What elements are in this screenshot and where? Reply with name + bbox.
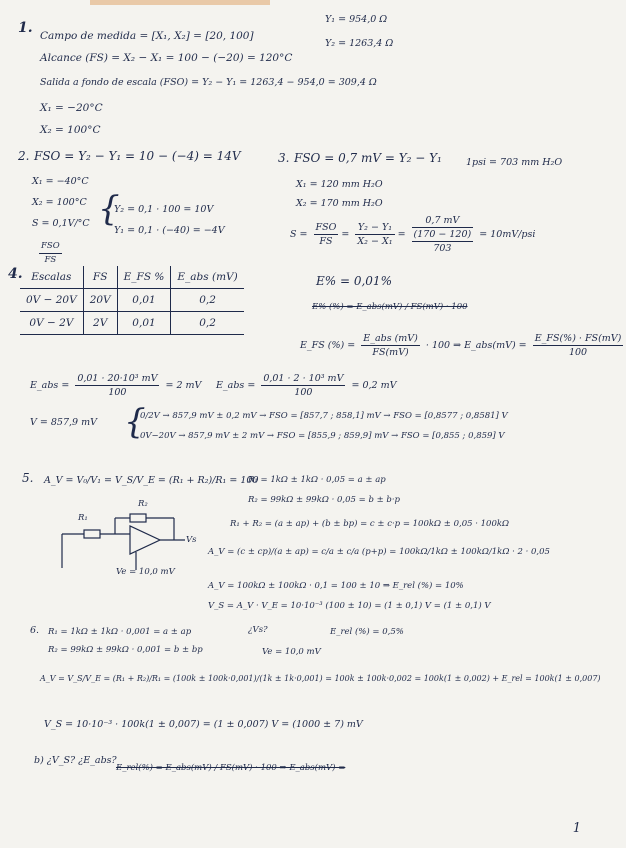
p4-eabs1-res: = 2 mV <box>165 380 202 391</box>
p6-question: ¿Vs? <box>248 625 268 635</box>
p6-part-b-scribble: E_rel(%) = E_abs(mV) / FS(mV) · 100 ⇒ E_abs(mV) = <box>116 763 346 773</box>
p4-f-mid: · 100 ⇒ E_abs(mV) = <box>425 340 527 351</box>
cell-eabs: 0,2 <box>171 289 244 312</box>
p6-erel: E_rel (%) = 0,5% <box>330 627 404 637</box>
th-efs: E_FS % <box>117 266 171 289</box>
circuit-r1-label: R₁ <box>78 513 88 523</box>
p5-gain-3: A_V = 100kΩ ± 100kΩ · 0,1 = 100 ± 10 ⇒ E_rel (%) = 10% <box>208 581 464 591</box>
table-header-row <box>20 266 244 289</box>
problem-5-number: 5. <box>22 471 34 485</box>
p4-eabs-1 <box>30 372 201 399</box>
cell-fs: 20V <box>83 289 117 312</box>
p4-voltage: V = 857,9 mV <box>30 417 97 428</box>
p5-sum: R₁ + R₂ = (a ± ap) + (b ± bp) = c ± c·p = 100kΩ ± 0,05 · 100kΩ <box>230 519 510 529</box>
problem-3-number: 3. <box>278 151 290 165</box>
p4-formula <box>300 332 626 359</box>
p3-result: = 10mV/psi <box>479 229 536 240</box>
p6-vs: V_S = 10·10⁻³ · 100k(1 ± 0,007) = (1 ± 0,007) V = (1000 ± 7) mV <box>44 719 363 730</box>
p4-f-left: E_FS (%) = <box>300 340 356 351</box>
p1-salida: Salida a fondo de escala (FSO) = Y₂ − Y₁ = 1263,4 − 954,0 = 309,4 Ω <box>40 77 377 88</box>
p6-r1: R₁ = 1kΩ ± 1kΩ · 0,001 = a ± ap <box>48 627 192 637</box>
p4-eabs2-den: 100 <box>294 387 313 398</box>
cell-eabs: 0,2 <box>171 312 244 335</box>
p2-sensitivity: S = 0,1V/°C <box>32 218 90 229</box>
p1-y1: Y₁ = 954,0 Ω <box>325 14 388 25</box>
circuit-r2-label: R₂ <box>138 499 148 509</box>
p5-r2: R₂ = 99kΩ ± 99kΩ · 0,05 = b ± b·p <box>248 495 400 505</box>
p2-fso: FSO = Y₂ − Y₁ = 10 − (−4) = 14V <box>34 149 241 163</box>
p4-eabs1-num: 0,01 · 20·10³ mV <box>77 373 158 384</box>
p2-x2: X₂ = 100°C <box>32 197 87 208</box>
p1-x1: X₁ = −20°C <box>40 102 103 114</box>
table-row <box>20 289 244 312</box>
p2-frac-den: FS <box>44 255 57 265</box>
p2-x1: X₁ = −40°C <box>32 176 89 187</box>
cell-scale: 0V − 2V <box>20 312 83 335</box>
p6-ve: Ve = 10,0 mV <box>262 647 321 657</box>
p5-gain: A_V = V₀/V₁ = V_S/V_E = (R₁ + R₂)/R₁ = 100 <box>44 475 259 486</box>
p4-f2-num: E_FS(%) · FS(mV) <box>534 333 622 344</box>
problem-6-number: 6. <box>30 625 40 636</box>
p4-range-2v: 0/2V → 857,9 mV ± 0,2 mV → FSO = [857,7 ; 858,1] mV → FSO = [0,8577 ; 0,8581] V <box>140 411 508 421</box>
p3-f3-den: (170 − 120) <box>413 229 472 240</box>
cell-efs: 0,01 <box>117 289 171 312</box>
p3-f2-den: X₂ − X₁ <box>357 236 393 247</box>
p2-y1: Y₁ = 0,1 · (−40) = −4V <box>114 225 225 236</box>
p4-eabs2-pre: E_abs = <box>216 380 256 391</box>
p4-scribble: E% (%) = E_abs(mV) / FS(mV) · 100 <box>312 302 468 312</box>
p4-eabs1-den: 100 <box>108 387 127 398</box>
p4-f-den: FS(mV) <box>372 347 409 358</box>
p3-s-prefix: S = <box>290 229 308 240</box>
p4-error-percent: E% = 0,01% <box>316 274 392 288</box>
cell-fs: 2V <box>83 312 117 335</box>
p4-range-20v: 0V−20V → 857,9 mV ± 2 mV → FSO = [855,9 ; 859,9] mV → FSO = [0,855 ; 0,859] V <box>140 431 505 441</box>
p4-f2-den: 100 <box>568 347 588 358</box>
p1-x2: X₂ = 100°C <box>40 124 101 136</box>
p3-f1-den: FS <box>319 236 333 247</box>
p4-eabs1-pre: E_abs = <box>30 380 70 391</box>
p3-sensitivity: S = $\frac{\text{FSO}}{FS}$ = $\frac{\text{Y₂ − Y₁}}{\text{X₂ − X₁}}$ = 0,7 mV (170 − 120) 703 = 10mV/psi <box>290 215 536 254</box>
th-eabs: E_abs (mV) <box>171 266 244 289</box>
p2-y2: Y₂ = 0,1 · 100 = 10V <box>114 204 214 215</box>
problem-4-number: 4. <box>8 266 23 282</box>
th-escalas: Escalas <box>20 266 83 289</box>
p6-part-b: b) ¿V_S? ¿E_abs? <box>34 755 117 766</box>
scales-table <box>20 266 244 335</box>
p3-fso: FSO = 0,7 mV = Y₂ − Y₁ <box>294 151 442 165</box>
p1-alcance: Alcance (FS) = X₂ − X₁ = 100 − (−20) = 120°C <box>40 52 293 64</box>
p3-psi: 1psi = 703 mm H₂O <box>466 157 563 168</box>
p6-gain: A_V = V_S/V_E = (R₁ + R₂)/R₁ = (100k ± 100k·0,001)/(1k ± 1k·0,001) = 100k ± 100k·0,002 = 100k(1 ± 0,002) + E_rel = 100k(1 ± 0,007) <box>40 674 601 683</box>
problem-2-number: 2. <box>18 149 30 163</box>
problem-1-number: 1. <box>18 20 33 36</box>
p4-f-num: E_abs (mV) <box>363 333 418 344</box>
th-fs: FS <box>83 266 117 289</box>
p3-f1-num: FSO <box>315 222 337 233</box>
p2-brace: { <box>98 189 120 229</box>
circuit-ve-label: Ve = 10,0 mV <box>116 567 175 577</box>
p3-f2-num: Y₂ − Y₁ <box>355 221 394 235</box>
p3-x2: X₂ = 170 mm H₂O <box>296 198 383 209</box>
p1-campo: Campo de medida = [X₁, X₂] = [20, 100] <box>40 30 254 42</box>
table-row <box>20 312 244 335</box>
p2-fso-fs-fraction <box>36 240 65 267</box>
p4-eabs2-res: = 0,2 mV <box>351 380 397 391</box>
page-number: 1 <box>572 821 581 836</box>
p6-r2: R₂ = 99kΩ ± 99kΩ · 0,001 = b ± bp <box>48 645 203 655</box>
p3-x1: X₁ = 120 mm H₂O <box>296 179 383 190</box>
cell-efs: 0,01 <box>117 312 171 335</box>
p1-y2: Y₂ = 1263,4 Ω <box>325 38 394 49</box>
p4-brace: { <box>124 402 146 442</box>
p3-f3-extra: 703 <box>433 243 452 254</box>
paper-top-band <box>90 0 270 5</box>
cell-scale: 0V − 20V <box>20 289 83 312</box>
p5-gain-2: A_V = (c ± cp)/(a ± ap) = c/a ± c/a (p+p) = 100kΩ/1kΩ ± 100kΩ/1kΩ · 2 · 0,05 <box>208 547 550 557</box>
p2-frac-num: FSO <box>39 240 62 254</box>
p5-vs: V_S = A_V · V_E = 10·10⁻³ (100 ± 10) = (1 ± 0,1) V = (1 ± 0,1) V <box>208 601 491 611</box>
circuit-vs-label: Vs <box>186 535 197 545</box>
p4-eabs2-num: 0,01 · 2 · 10³ mV <box>263 373 344 384</box>
p5-r1: R₁ = 1kΩ ± 1kΩ · 0,05 = a ± ap <box>248 475 386 485</box>
p3-f3-num: 0,7 mV <box>412 214 474 228</box>
p4-eabs-2 <box>216 372 396 399</box>
